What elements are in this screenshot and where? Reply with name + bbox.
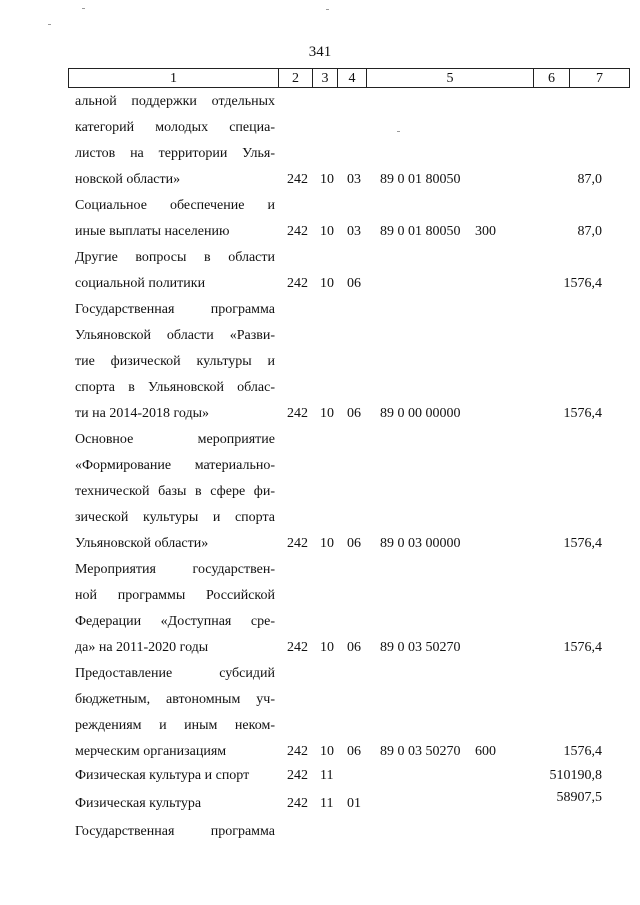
cell-col-6: 600 (475, 744, 496, 759)
row-description (75, 763, 275, 789)
description-line: технической базы в сфере фи- (75, 484, 275, 499)
description-line: категорий молодых специа- (75, 120, 275, 135)
cell-col-3: 11 (320, 796, 334, 811)
description-line: Государственная программа (75, 302, 275, 317)
description-line: Ульяновской области «Разви- (75, 328, 275, 343)
cell-col-3: 10 (320, 640, 334, 655)
cell-col-3: 10 (320, 224, 334, 239)
scan-speck (48, 24, 51, 25)
cell-col-5: 89 0 00 00000 (380, 406, 461, 421)
description-line: Федерации «Доступная сре- (75, 614, 275, 629)
description-line: Основное мероприятие (75, 432, 275, 447)
cell-col-3: 10 (320, 406, 334, 421)
cell-col-3: 10 (320, 276, 334, 291)
cell-col-5: 89 0 03 00000 (380, 536, 461, 551)
header-col-4: 4 (337, 68, 367, 88)
page-number: 341 (308, 44, 332, 60)
table-header (68, 68, 630, 89)
header-col-3: 3 (312, 68, 338, 88)
cell-col-6: 300 (475, 224, 496, 239)
description-line: бюджетным, автономным уч- (75, 692, 275, 707)
cell-col-2: 242 (287, 536, 308, 551)
cell-col-3: 11 (320, 768, 334, 783)
description-line: зической культуры и спорта (75, 510, 275, 525)
cell-col-2: 242 (287, 768, 308, 783)
cell-col-4: 06 (347, 276, 361, 291)
cell-col-7: 1576,4 (563, 744, 602, 759)
description-line: альной поддержки отдельных (75, 94, 275, 109)
cell-col-7: 58907,5 (556, 790, 602, 805)
cell-col-4: 03 (347, 224, 361, 239)
description-line: иные выплаты населению (75, 224, 230, 239)
cell-col-7: 510190,8 (549, 768, 602, 783)
scan-speck (326, 9, 329, 10)
cell-col-2: 242 (287, 172, 308, 187)
cell-col-4: 06 (347, 536, 361, 551)
cell-col-4: 06 (347, 406, 361, 421)
row-description (75, 661, 275, 765)
scan-speck (82, 8, 85, 9)
description-line: Другие вопросы в области (75, 250, 275, 265)
description-line: да» на 2011-2020 годы (75, 640, 209, 655)
row-description (75, 819, 275, 845)
row-description (75, 89, 275, 193)
description-line: «Формирование материально- (75, 458, 275, 473)
row-description (75, 193, 275, 245)
cell-col-2: 242 (287, 406, 308, 421)
cell-col-3: 10 (320, 536, 334, 551)
description-line: социальной политики (75, 276, 206, 291)
cell-col-3: 10 (320, 744, 334, 759)
cell-col-2: 242 (287, 744, 308, 759)
cell-col-7: 1576,4 (563, 536, 602, 551)
description-line: мерческим организациям (75, 744, 227, 759)
cell-col-7: 87,0 (577, 224, 602, 239)
cell-col-7: 1576,4 (563, 640, 602, 655)
description-line: ти на 2014-2018 годы» (75, 406, 209, 421)
description-line: Ульяновской области» (75, 536, 209, 551)
description-line: Физическая культура (75, 796, 202, 811)
row-description (75, 297, 275, 427)
scan-speck (397, 131, 400, 132)
header-col-7: 7 (569, 68, 630, 88)
cell-col-5: 89 0 01 80050 (380, 172, 461, 187)
header-col-6: 6 (533, 68, 570, 88)
row-description (75, 791, 275, 817)
description-line: тие физической культуры и (75, 354, 275, 369)
row-description (75, 427, 275, 557)
cell-col-5: 89 0 03 50270 (380, 640, 461, 655)
cell-col-2: 242 (287, 276, 308, 291)
cell-col-4: 06 (347, 640, 361, 655)
description-line: Мероприятия государствен- (75, 562, 275, 577)
description-line: спорта в Ульяновской облас- (75, 380, 275, 395)
header-col-5: 5 (366, 68, 534, 88)
row-description (75, 245, 275, 297)
description-line: Предоставление субсидий (75, 666, 275, 681)
cell-col-4: 03 (347, 172, 361, 187)
description-line: Государственная программа (75, 824, 275, 839)
description-line: новской области» (75, 172, 181, 187)
cell-col-5: 89 0 03 50270 (380, 744, 461, 759)
cell-col-2: 242 (287, 796, 308, 811)
cell-col-7: 1576,4 (563, 276, 602, 291)
cell-col-2: 242 (287, 224, 308, 239)
cell-col-5: 89 0 01 80050 (380, 224, 461, 239)
row-description (75, 557, 275, 661)
description-line: реждениям и иным неком- (75, 718, 275, 733)
description-line: Социальное обеспечение и (75, 198, 275, 213)
header-col-1: 1 (68, 68, 279, 88)
cell-col-7: 87,0 (577, 172, 602, 187)
cell-col-3: 10 (320, 172, 334, 187)
description-line: листов на территории Улья- (75, 146, 275, 161)
cell-col-4: 01 (347, 796, 361, 811)
description-line: Физическая культура и спорт (75, 768, 250, 783)
description-line: ной программы Российской (75, 588, 275, 603)
header-col-2: 2 (278, 68, 313, 88)
cell-col-4: 06 (347, 744, 361, 759)
cell-col-2: 242 (287, 640, 308, 655)
cell-col-7: 1576,4 (563, 406, 602, 421)
